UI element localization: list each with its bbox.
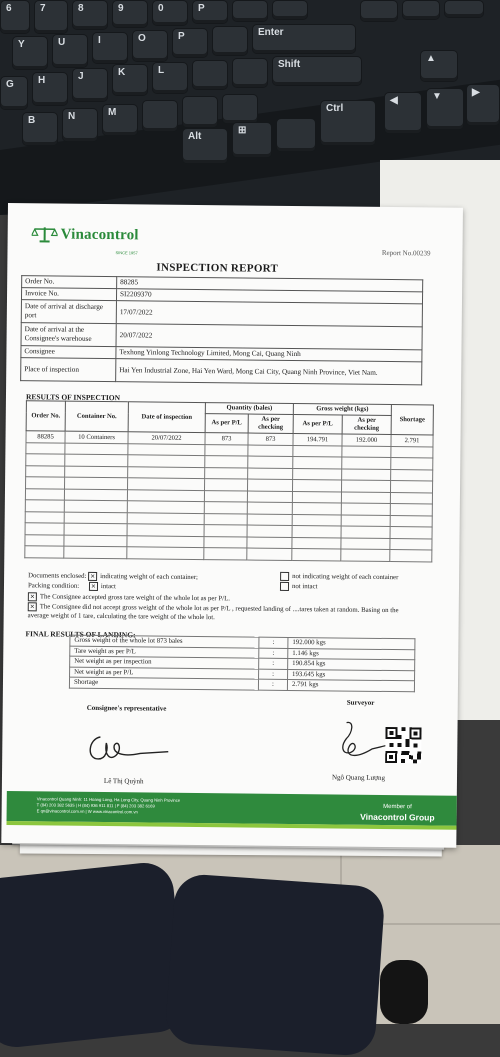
col-gross-weight: Gross weight (kgs) [293,403,391,415]
final-label: Tare weight as per P/L [70,646,259,658]
key-top-right-2 [402,0,440,20]
table-row: Gross weight of the whole lot 873 bales : 192.000 kgs [70,635,415,649]
surveyor-name: Ngô Quang Lượng [331,773,386,782]
final-value: 2.791 kgs [287,679,414,691]
key-shift-right: Shift [272,56,362,86]
consignee-not-accepted-text: The Consignee did not accept gross weight of the whole lot as per P/L , requested landing of ....tares taken at random. Basing on the average weight of 1 tare, calculating the tare weight of the whole lot. [27,603,399,622]
cell-qty-pl: 873 [205,433,248,445]
final-results-table [69,635,416,692]
info-label: Place of inspection [21,358,116,382]
col-gross-as-per-checking: As per checking [342,415,391,435]
key-m: M [102,104,138,136]
key-j: J [72,68,108,102]
key-left-arrow: ◀ [384,92,422,134]
key-b: B [22,112,58,146]
consignee-representative-label: Consignee's representative [86,703,167,713]
key-p-top: P [192,0,228,24]
report-number: Report No.00239 [381,248,431,258]
info-value: SI2209370 [116,289,422,304]
col-order-no: Order No. [26,401,65,431]
key-top-right [360,0,398,22]
checkbox-checked: × [29,593,35,601]
key-u: U [52,34,88,68]
info-label: Order No. [22,276,117,289]
key-down-arrow: ▼ [426,88,464,130]
cell-shortage: 2.791 [391,435,433,447]
consignee-not-accepted-row [28,602,418,624]
vinacontrol-logo [32,225,139,244]
key-top-right-3 [444,0,484,18]
key-l: L [152,62,188,94]
order-info-table [20,275,423,385]
logo-wordmark: Vinacontrol [60,226,139,243]
info-label: Date of arrival at discharge port [21,300,116,324]
key-y: Y [12,36,48,70]
final-results-title: FINAL RESULTS OF LANDING: [25,629,136,640]
col-gross-as-per-pl: As per P/L [293,414,342,434]
table-row: Net weight as per P/L : 193.645 kgs [70,667,415,681]
checkbox-checked: × [29,603,35,611]
col-qty-as-per-checking: As per checking [248,414,293,433]
key-i: I [92,32,128,64]
key-enter: Enter [252,24,356,54]
key-slash [222,94,258,124]
table-row: Shortage : 2.791 kgs [69,677,414,691]
footer-band [7,791,457,826]
left-leg [0,860,188,1050]
col-qty-as-per-pl: As per P/L [205,414,248,433]
cell-gross-check: 192.000 [342,434,391,446]
packing-alt-option [280,582,318,591]
final-label: Shortage [69,677,258,689]
col-quantity: Quantity (bales) [205,403,293,415]
final-value: 192.000 kgs [288,637,415,649]
key-period [182,96,218,128]
consignee-signature [82,729,172,766]
key-g: G [0,76,28,110]
key-semicolon [192,60,228,90]
cell-container-no: 10 Containers [65,431,128,443]
documents-alt-option [280,572,398,582]
table-row: Tare weight as per P/L : 1.146 kgs [70,646,415,660]
key-quote [232,58,268,88]
col-container-no: Container No. [65,401,128,432]
final-value: 190.854 kgs [288,658,415,670]
checkbox-unchecked [280,582,289,591]
info-label: Invoice No. [21,288,116,301]
footer-address-line: Vinacontrol Quang Ninh: 11 Hoang Long, Ha Long City, Quang Ninh Province [36,796,181,803]
right-leg [164,873,385,1057]
report-title: INSPECTION REPORT [156,261,279,275]
info-value: 17/07/2022 [116,301,422,327]
key-n: N [62,108,98,142]
packing-condition-label: Packing condition: [27,582,80,590]
final-value: 193.645 kgs [288,669,415,681]
footer-email-line: E qn@vinacontrol.com.vn | W www.vinacontrol.com.vn [36,808,138,815]
group-name: Vinacontrol Group [360,811,435,823]
member-of-group [360,802,435,823]
consignee-rep-name: Lê Thị Quỳnh [103,777,144,786]
key-right-arrow: ▶ [466,84,500,126]
checkbox-unchecked [280,572,289,581]
key-ctrl: Ctrl [320,100,376,146]
info-label: Date of arrival at the Consignee's warehouse [21,323,116,347]
key-o: O [132,30,168,62]
results-title: RESULTS OF INSPECTION [25,392,121,403]
info-value: Hai Yen Industrial Zone, Hai Yen Ward, Mong Cai City, Quang Ninh Province, Viet Nam. [116,359,422,385]
surveyor-signature [332,718,392,763]
key-top-blank [232,0,268,22]
documents-enclosed-label: Documents enclosed: [28,572,87,580]
info-row [21,358,422,385]
key-0: 0 [152,0,188,26]
qr-code [385,727,421,763]
final-label: Gross weight of the whole lot 873 bales [70,635,259,647]
surveyor-label: Surveyor [346,698,375,707]
footer-contact-line: T (84) 203 382 5635 | H (84) 936 911 811 | F (84) 203 382 6169 [36,802,155,809]
key-7: 7 [34,0,68,34]
final-label: Net weight as per inspection [70,656,259,668]
cell-gross-pl: 194.791 [293,433,342,445]
key-k: K [112,64,148,96]
key-menu [276,118,316,152]
cell-qty-check: 873 [248,433,293,445]
col-date-of-inspection: Date of inspection [128,402,205,433]
final-value: 1.146 kgs [288,648,415,660]
table-row: Net weight as per inspection : 190.854 kgs [70,656,415,670]
key-up-arrow: ▲ [420,50,458,82]
key-alt: Alt [182,128,228,164]
key-8: 8 [72,0,108,30]
final-label: Net weight as per P/L [70,667,259,679]
key-9: 9 [112,0,148,28]
logo-since: SINCE 1957 [115,250,138,256]
member-of-label: Member of [383,803,412,811]
option-not-intact: not intact [291,583,318,591]
cell-date: 20/07/2022 [128,432,205,444]
info-value: 20/07/2022 [116,324,422,350]
option-intact: intact [100,583,117,591]
info-value: Texhong Yinlong Technology Limited, Mong Cai, Quang Ninh [116,347,422,362]
results-table [24,400,434,562]
option-not-indicating: not indicating weight of each container [292,573,399,582]
packing-condition-row [28,581,116,591]
scales-logo-icon [32,225,58,243]
cell-order-no: 88285 [26,431,65,443]
key-6: 6 [0,0,30,34]
key-bracket-open [212,26,248,56]
checkbox-checked: × [90,572,96,580]
key-top-blank-2 [272,0,308,20]
key-p: P [172,28,208,58]
key-windows: ⊞ [232,122,272,158]
key-comma [142,100,178,132]
checkbox-checked: × [90,582,96,590]
info-value: 88285 [117,277,423,292]
shoe [380,960,428,1024]
documents-enclosed-row [28,571,198,582]
info-label: Consignee [21,346,116,359]
consignee-accepted-text: The Consignee accepted gross tare weight of the whole lot as per P/L. [39,593,230,603]
option-indicating: indicating weight of each container; [100,573,198,582]
key-h: H [32,72,68,106]
inspection-report-document [1,203,463,848]
col-shortage: Shortage [391,405,433,435]
footer-address [37,796,181,816]
